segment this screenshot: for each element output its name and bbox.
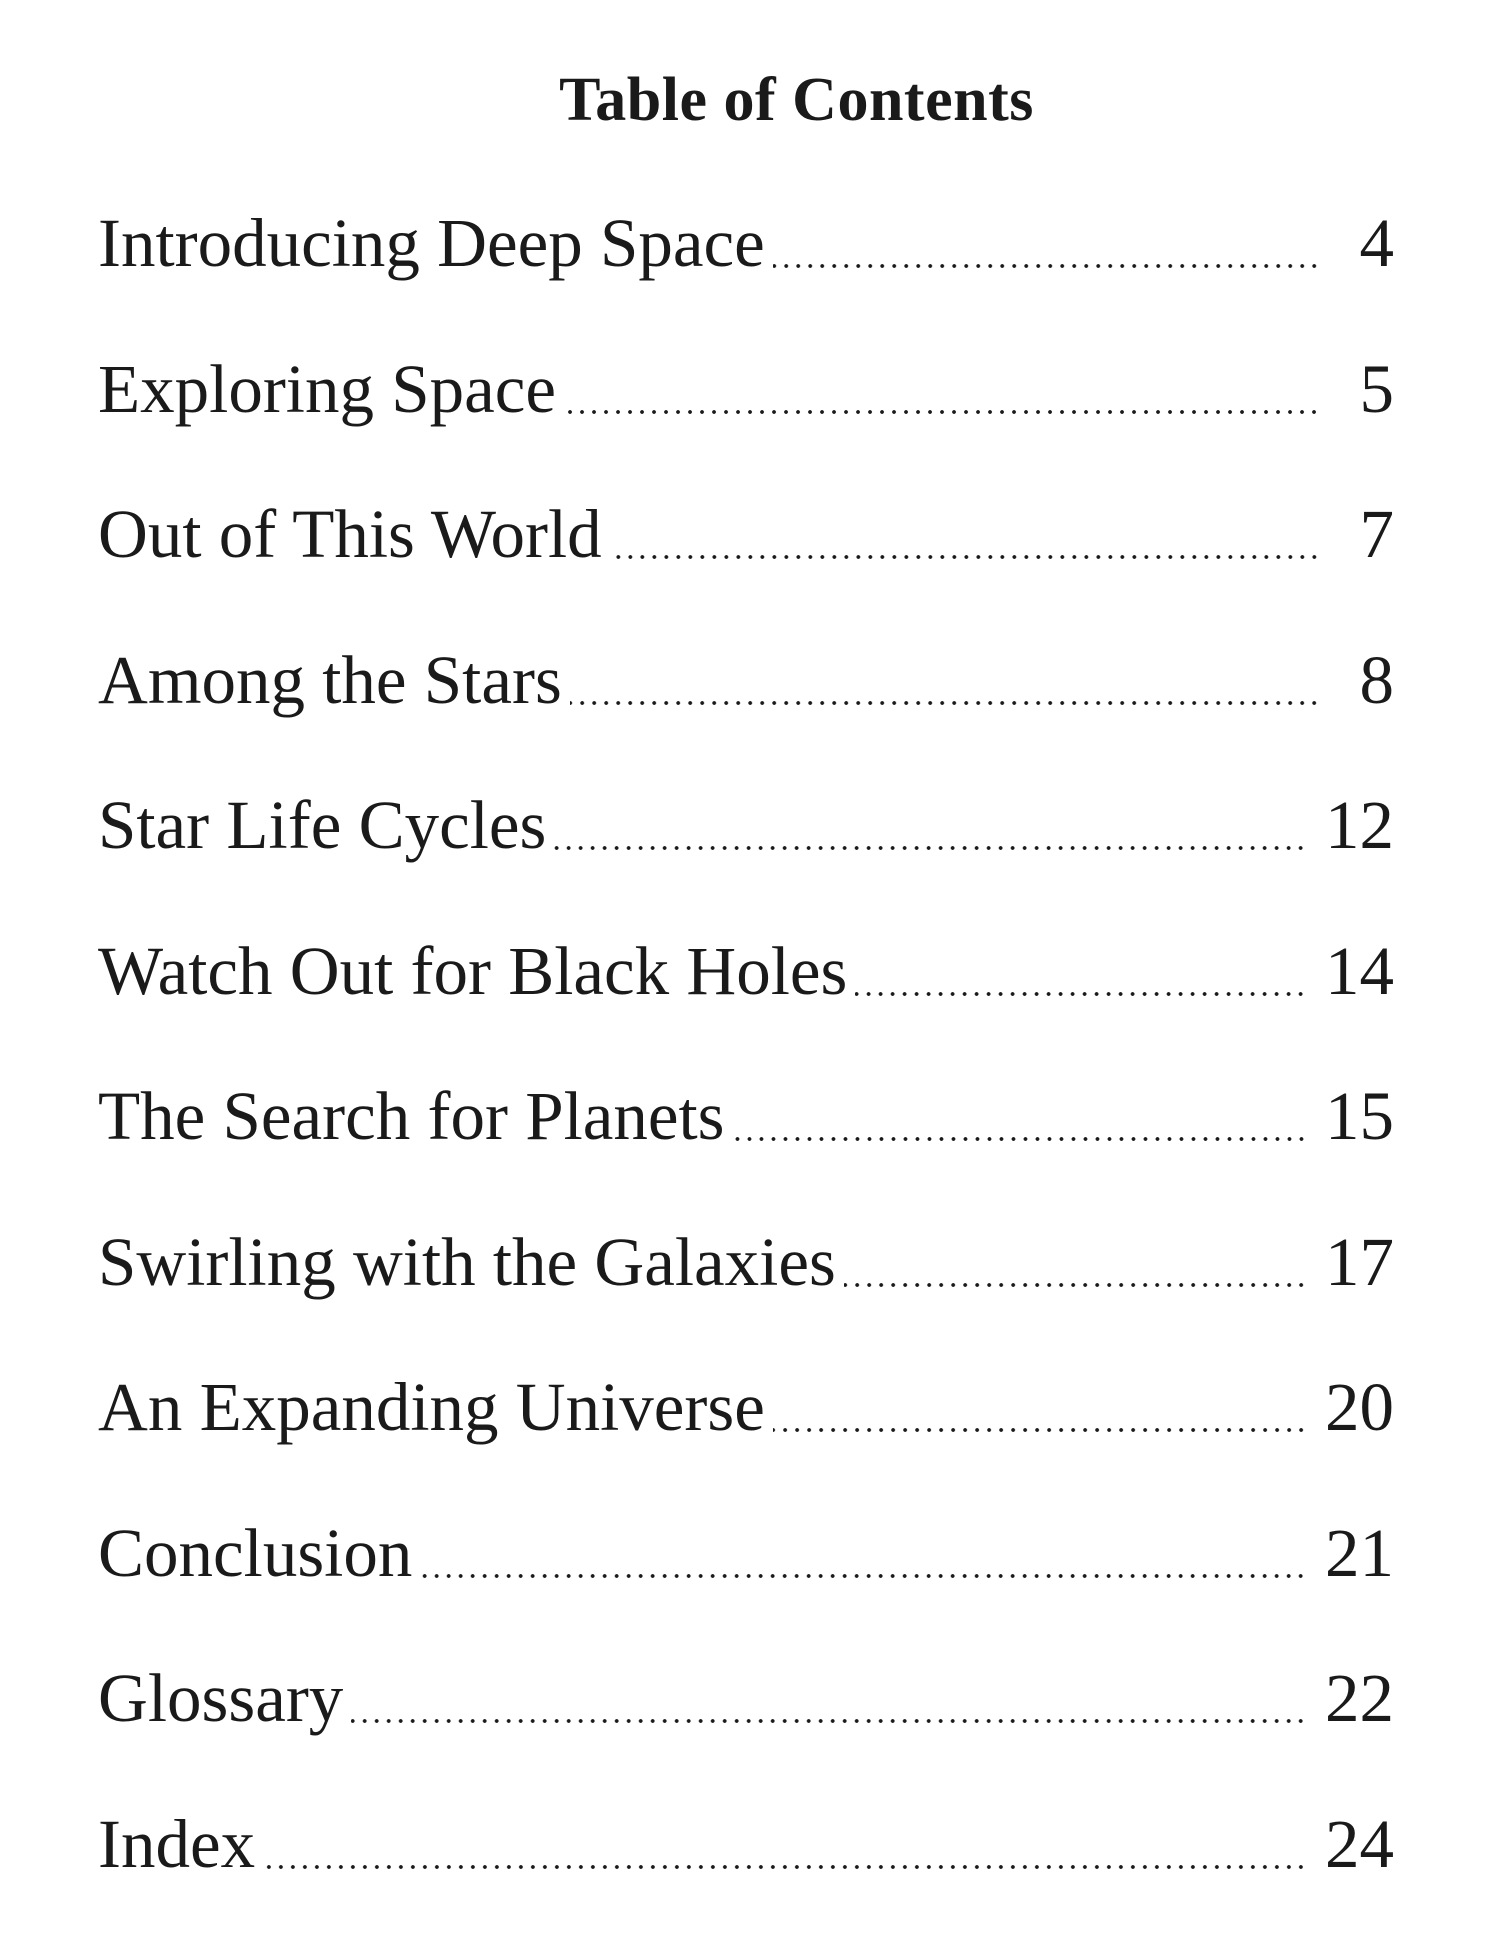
toc-entry[interactable] [98, 198, 1394, 344]
toc-entry-label: The Search for Planets [98, 1071, 729, 1161]
toc-entry-label: Swirling with the Galaxies [98, 1217, 840, 1307]
toc-entry-page-number: 4 [1330, 198, 1394, 288]
toc-dot-leader [840, 1217, 1317, 1307]
toc-entry[interactable] [98, 1362, 1394, 1508]
toc-entry[interactable] [98, 1071, 1394, 1217]
toc-entry-label: An Expanding Universe [98, 1362, 769, 1452]
toc-entry-page-number: 12 [1317, 780, 1394, 870]
toc-entry-label: Among the Stars [98, 635, 566, 725]
toc-dot-leader [769, 1362, 1317, 1452]
toc-entry-label: Star Life Cycles [98, 780, 550, 870]
toc-entry[interactable] [98, 344, 1394, 490]
toc-entry[interactable] [98, 635, 1394, 781]
toc-entry[interactable] [98, 1508, 1394, 1654]
toc-dot-leader [769, 198, 1330, 288]
toc-entry-page-number: 22 [1317, 1653, 1394, 1743]
toc-entry-label: Glossary [98, 1653, 347, 1743]
toc-entry[interactable] [98, 926, 1394, 1072]
toc-entry-page-number: 17 [1317, 1217, 1394, 1307]
toc-entry-label: Introducing Deep Space [98, 198, 769, 288]
toc-entry-page-number: 20 [1317, 1362, 1394, 1452]
toc-dot-leader [606, 489, 1330, 579]
toc-dot-leader [566, 635, 1330, 725]
toc-dot-leader [851, 926, 1317, 1016]
toc-entry-page-number: 24 [1317, 1799, 1394, 1889]
toc-entry-label: Out of This World [98, 489, 606, 579]
toc-entry-label: Exploring Space [98, 344, 560, 434]
toc-entry-page-number: 15 [1317, 1071, 1394, 1161]
toc-entry[interactable] [98, 1217, 1394, 1363]
toc-entry[interactable] [98, 780, 1394, 926]
toc-entry-label: Watch Out for Black Holes [98, 926, 851, 1016]
toc-dot-leader [416, 1508, 1317, 1598]
toc-title: Table of Contents [0, 60, 1493, 140]
toc-dot-leader [259, 1799, 1317, 1889]
toc-entry-page-number: 5 [1330, 344, 1394, 434]
toc-entry-page-number: 14 [1317, 926, 1394, 1016]
toc-entry-page-number: 8 [1330, 635, 1394, 725]
toc-entry-label: Index [98, 1799, 259, 1889]
toc-entry-label: Conclusion [98, 1508, 416, 1598]
toc-dot-leader [550, 780, 1317, 870]
toc-dot-leader [347, 1653, 1317, 1743]
toc-entry[interactable] [98, 1653, 1394, 1799]
toc-entry[interactable] [98, 1799, 1394, 1944]
toc-entry-page-number: 7 [1330, 489, 1394, 579]
toc-list [98, 198, 1394, 1944]
toc-entry-page-number: 21 [1317, 1508, 1394, 1598]
toc-entry[interactable] [98, 489, 1394, 635]
toc-dot-leader [560, 344, 1330, 434]
toc-dot-leader [729, 1071, 1317, 1161]
